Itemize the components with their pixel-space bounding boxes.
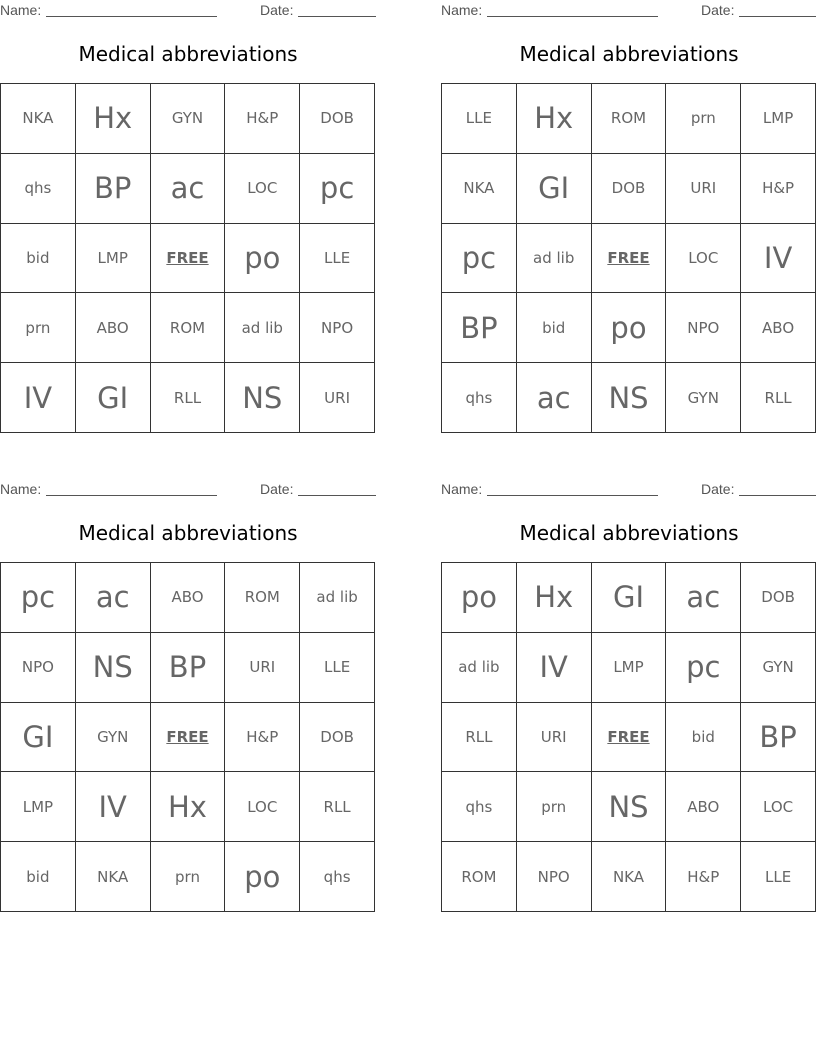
bingo-cell: NKA <box>1 84 76 154</box>
bingo-cell: GI <box>592 563 667 633</box>
bingo-cell: DOB <box>300 703 375 773</box>
date-label: Date: <box>701 481 735 497</box>
bingo-cell: bid <box>1 224 76 294</box>
bingo-cell: ac <box>517 363 592 433</box>
bingo-card-4 <box>441 479 816 919</box>
name-blank <box>46 495 217 496</box>
bingo-cell: pc <box>300 154 375 224</box>
bingo-cell: GYN <box>666 363 741 433</box>
bingo-cell: BP <box>442 293 517 363</box>
bingo-cell: URI <box>666 154 741 224</box>
bingo-cell: URI <box>225 633 300 703</box>
bingo-cell: NPO <box>1 633 76 703</box>
name-blank <box>487 495 658 496</box>
date-blank <box>298 16 376 17</box>
bingo-cell: URI <box>300 363 375 433</box>
bingo-cell: H&P <box>741 154 816 224</box>
card-title: Medical abbreviations <box>78 521 298 545</box>
bingo-cell: IV <box>1 363 76 433</box>
bingo-cell: LMP <box>741 84 816 154</box>
bingo-cell: ad lib <box>225 293 300 363</box>
bingo-cell: IV <box>517 633 592 703</box>
bingo-cell: RLL <box>151 363 226 433</box>
bingo-cell: IV <box>741 224 816 294</box>
bingo-cell: ABO <box>741 293 816 363</box>
bingo-cell: LLE <box>300 224 375 294</box>
bingo-cell: prn <box>151 842 226 912</box>
bingo-cell: GI <box>517 154 592 224</box>
bingo-cell: prn <box>517 772 592 842</box>
bingo-cell: ROM <box>592 84 667 154</box>
bingo-card-2 <box>441 0 816 440</box>
bingo-cell: qhs <box>442 772 517 842</box>
bingo-cell: qhs <box>442 363 517 433</box>
bingo-cell: bid <box>666 703 741 773</box>
bingo-cell: RLL <box>741 363 816 433</box>
bingo-cell: ad lib <box>442 633 517 703</box>
bingo-cell: GYN <box>151 84 226 154</box>
card-title: Medical abbreviations <box>78 42 298 66</box>
bingo-grid <box>0 562 375 912</box>
bingo-cell: NPO <box>517 842 592 912</box>
name-label: Name: <box>441 2 483 18</box>
bingo-card-3 <box>0 479 376 919</box>
bingo-card-1 <box>0 0 376 440</box>
bingo-cell: GI <box>76 363 151 433</box>
bingo-cell: NPO <box>666 293 741 363</box>
name-label: Name: <box>0 481 42 497</box>
bingo-cell: LMP <box>76 224 151 294</box>
bingo-cell: prn <box>1 293 76 363</box>
bingo-cell: LOC <box>741 772 816 842</box>
bingo-cell: ABO <box>76 293 151 363</box>
bingo-cell: NKA <box>76 842 151 912</box>
bingo-cell: BP <box>76 154 151 224</box>
name-label: Name: <box>441 481 483 497</box>
bingo-cell: po <box>592 293 667 363</box>
bingo-cell: pc <box>666 633 741 703</box>
free-space: FREE <box>151 224 226 294</box>
bingo-cell: Hx <box>517 563 592 633</box>
bingo-cell: RLL <box>442 703 517 773</box>
bingo-cell: po <box>225 842 300 912</box>
bingo-cell: LLE <box>300 633 375 703</box>
bingo-cell: ad lib <box>517 224 592 294</box>
bingo-cell: H&P <box>666 842 741 912</box>
bingo-cell: ROM <box>225 563 300 633</box>
bingo-cell: H&P <box>225 84 300 154</box>
bingo-grid <box>441 562 816 912</box>
bingo-cell: H&P <box>225 703 300 773</box>
name-blank <box>487 16 658 17</box>
bingo-cell: LOC <box>666 224 741 294</box>
date-label: Date: <box>260 481 294 497</box>
bingo-cell: DOB <box>741 563 816 633</box>
free-space: FREE <box>592 703 667 773</box>
date-label: Date: <box>260 2 294 18</box>
bingo-cell: ac <box>151 154 226 224</box>
bingo-cell: BP <box>151 633 226 703</box>
bingo-cell: BP <box>741 703 816 773</box>
bingo-cell: LMP <box>1 772 76 842</box>
bingo-cell: prn <box>666 84 741 154</box>
bingo-cell: Hx <box>517 84 592 154</box>
name-blank <box>46 16 217 17</box>
bingo-cell: NS <box>592 363 667 433</box>
date-label: Date: <box>701 2 735 18</box>
card-title: Medical abbreviations <box>519 521 739 545</box>
bingo-cell: DOB <box>300 84 375 154</box>
bingo-cell: NKA <box>442 154 517 224</box>
bingo-grid <box>0 83 375 433</box>
bingo-cell: LMP <box>592 633 667 703</box>
date-blank <box>298 495 376 496</box>
bingo-cell: NKA <box>592 842 667 912</box>
bingo-cell: RLL <box>300 772 375 842</box>
bingo-cell: ABO <box>151 563 226 633</box>
name-date-bar <box>441 481 816 499</box>
bingo-cell: bid <box>1 842 76 912</box>
bingo-cell: ABO <box>666 772 741 842</box>
bingo-cell: NS <box>592 772 667 842</box>
bingo-cell: DOB <box>592 154 667 224</box>
free-space: FREE <box>151 703 226 773</box>
bingo-cell: NS <box>225 363 300 433</box>
bingo-cell: Hx <box>151 772 226 842</box>
bingo-cell: pc <box>442 224 517 294</box>
date-blank <box>739 495 816 496</box>
bingo-cell: bid <box>517 293 592 363</box>
bingo-cell: NPO <box>300 293 375 363</box>
bingo-cell: ac <box>666 563 741 633</box>
date-blank <box>739 16 816 17</box>
bingo-cell: ROM <box>151 293 226 363</box>
bingo-grid <box>441 83 816 433</box>
bingo-cell: ROM <box>442 842 517 912</box>
bingo-cell: URI <box>517 703 592 773</box>
bingo-cell: LLE <box>442 84 517 154</box>
bingo-cell: GYN <box>76 703 151 773</box>
free-space: FREE <box>592 224 667 294</box>
name-date-bar <box>0 481 376 499</box>
bingo-cell: qhs <box>300 842 375 912</box>
bingo-cell: IV <box>76 772 151 842</box>
bingo-cell: Hx <box>76 84 151 154</box>
bingo-cell: LOC <box>225 154 300 224</box>
bingo-cell: ac <box>76 563 151 633</box>
bingo-cell: ad lib <box>300 563 375 633</box>
bingo-cell: NS <box>76 633 151 703</box>
bingo-cell: po <box>442 563 517 633</box>
name-label: Name: <box>0 2 42 18</box>
bingo-cell: LLE <box>741 842 816 912</box>
bingo-cell: qhs <box>1 154 76 224</box>
bingo-cell: po <box>225 224 300 294</box>
bingo-cell: GYN <box>741 633 816 703</box>
bingo-cell: LOC <box>225 772 300 842</box>
bingo-cell: GI <box>1 703 76 773</box>
bingo-cell: pc <box>1 563 76 633</box>
name-date-bar <box>441 2 816 20</box>
card-title: Medical abbreviations <box>519 42 739 66</box>
name-date-bar <box>0 2 376 20</box>
